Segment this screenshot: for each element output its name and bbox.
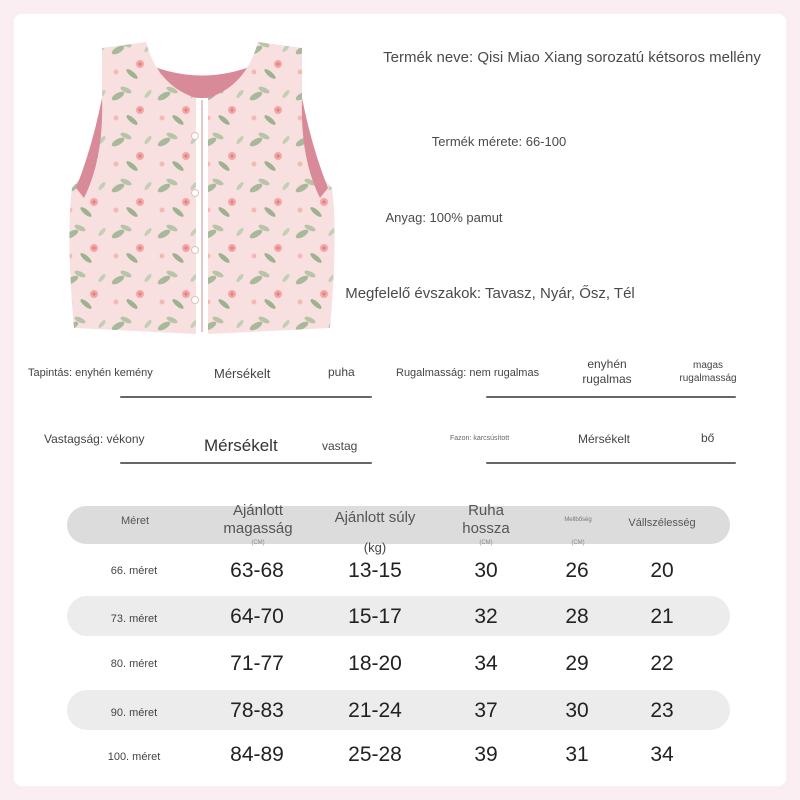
header-weight-unit: (kg) — [363, 540, 387, 555]
row-chest: 30 — [565, 699, 589, 722]
fit-mid: Mérsékelt — [578, 432, 631, 446]
thickness-label: Vastagság: vékony — [44, 432, 145, 446]
elasticity-end: magas rugalmasság — [679, 360, 737, 384]
thickness-end: vastag — [322, 439, 358, 453]
row-chest: 29 — [565, 652, 589, 675]
row-length: 39 — [474, 743, 498, 766]
touch-mid: Mérsékelt — [214, 366, 271, 381]
elasticity-scale-line — [486, 396, 736, 398]
row-height: 64-70 — [230, 605, 284, 628]
row-height: 84-89 — [230, 743, 284, 766]
row-size: 73. méret — [110, 613, 158, 625]
row-length: 30 — [474, 559, 498, 582]
product-name: Termék neve: Qisi Miao Xiang sorozatú kétsoros mellény — [383, 49, 761, 66]
row-shoulder: 34 — [650, 743, 674, 766]
header-shoulder: Vállszélesség — [628, 517, 696, 529]
touch-label: Tapintás: enyhén kemény — [28, 367, 153, 379]
row-weight: 18-20 — [348, 652, 402, 675]
header-height: Ajánlott magasság — [223, 502, 293, 537]
touch-end: puha — [328, 365, 355, 379]
product-material: Anyag: 100% pamut — [385, 210, 503, 225]
elasticity-label: Rugalmasság: nem rugalmas — [396, 367, 540, 379]
product-seasons: Megfelelő évszakok: Tavasz, Nyár, Ősz, Tél — [345, 285, 635, 302]
product-size-range: Termék mérete: 66-100 — [431, 134, 567, 149]
elasticity-mid: enyhén rugalmas — [582, 357, 632, 386]
thickness-mid: Mérsékelt — [204, 436, 278, 455]
row-size: 80. méret — [110, 658, 158, 670]
row-size: 90. méret — [110, 707, 158, 719]
row-weight: 13-15 — [348, 559, 402, 582]
row-size: 66. méret — [110, 565, 158, 577]
row-height: 71-77 — [230, 652, 284, 675]
header-weight: Ajánlott súly — [334, 509, 416, 526]
row-weight: 25-28 — [348, 743, 402, 766]
row-shoulder: 20 — [650, 559, 674, 582]
row-length: 34 — [474, 652, 498, 675]
fit-scale-line — [486, 462, 736, 464]
thickness-scale-line — [120, 462, 372, 464]
header-height-unit: (CM) — [251, 540, 265, 546]
vest-product-image — [62, 38, 342, 338]
row-shoulder: 23 — [650, 699, 674, 722]
row-weight: 15-17 — [348, 605, 402, 628]
row-size: 100. méret — [107, 751, 161, 763]
row-chest: 26 — [565, 559, 589, 582]
row-length: 37 — [474, 699, 498, 722]
touch-scale-line — [120, 396, 372, 398]
row-chest: 31 — [565, 743, 589, 766]
header-length-unit: (CM) — [479, 540, 493, 546]
row-shoulder: 21 — [650, 605, 674, 628]
fit-label: Fazon: karcsúsított — [450, 435, 510, 442]
fit-end: bő — [701, 431, 715, 445]
header-length: Ruha hossza — [462, 502, 510, 537]
row-height: 78-83 — [230, 699, 284, 722]
row-shoulder: 22 — [650, 652, 674, 675]
header-size: Méret — [120, 515, 150, 527]
row-weight: 21-24 — [348, 699, 402, 722]
product-card — [14, 14, 786, 786]
row-height: 63-68 — [230, 559, 284, 582]
header-chest: Mellbőség — [564, 517, 592, 523]
header-chest-unit: (CM) — [571, 540, 585, 546]
row-length: 32 — [474, 605, 498, 628]
row-chest: 28 — [565, 605, 589, 628]
